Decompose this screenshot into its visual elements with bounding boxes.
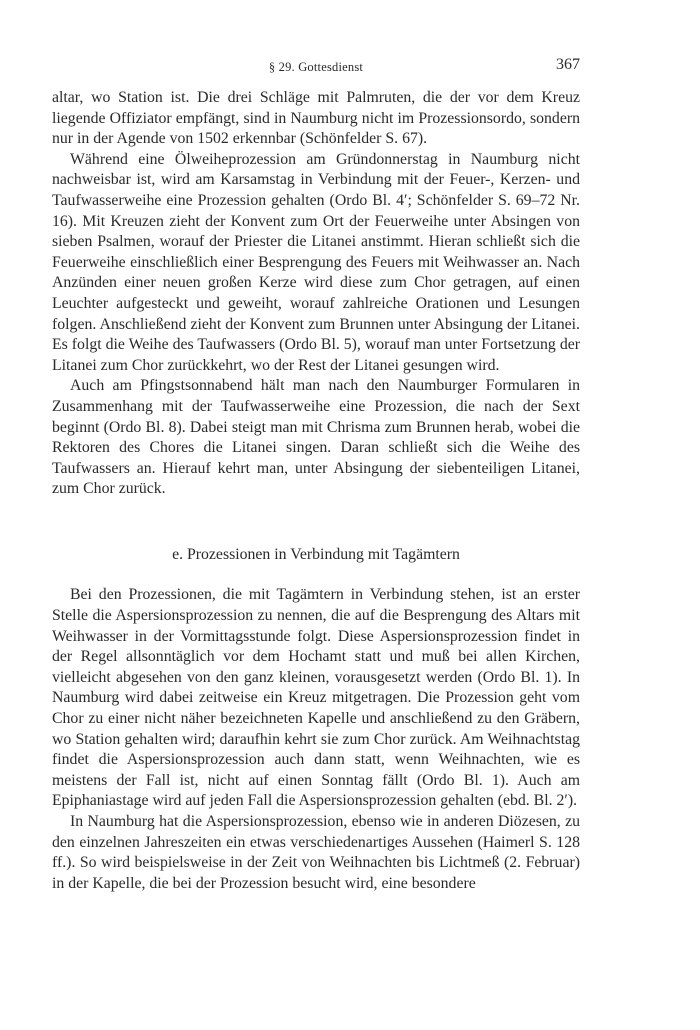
section-heading: e. Prozessionen in Verbindung mit Tagämtern — [172, 545, 460, 563]
paragraph: Bei den Prozessionen, die mit Tagämtern in Verbindung stehen, ist an erster Stelle die Aspersionsprozession zu nennen, die auf die Besprengung des Altars mit Weihwasser in der Vormittagsstunde folgt. Diese Aspersionsprozession findet in der Regel allsonntäglich vor dem Hochamt statt und muß bei allen Kirchen, vielleicht abgesehen von den ganz kleinen, vorausgesetzt werden (Ordo Bl. 1). In Naumburg wird dabei zeitweise ein Kreuz mitgetragen. Die Prozession geht vom Chor zu einer nicht näher bezeichneten Kapelle und anschließend zu den Gräbern, wo Station gehalten wird; daraufhin kehrt sie zum Chor zurück. Am Weihnachtstag findet die Aspersionsprozession auch dann statt, wenn Weihnachten, wie es meistens der Fall ist, nicht auf einen Sonntag fällt (Ordo Bl. 1). Auch am Epiphaniastage wird auf jeden Fall die Aspersionsprozession gehalten (ebd. Bl. 2′). — [52, 586, 580, 810]
book-page — [52, 56, 580, 894]
body-text-before — [52, 88, 580, 500]
paragraph: In Naumburg hat die Aspersionsprozession, ebenso wie in anderen Diözesen, zu den einzelnen Jahreszeiten ein etwas verschiedenartiges Aussehen (Haimerl S. 128 ff.). So wird beispielsweise in der Zeit von Weihnachten bis Lichtmeß (2. Februar) in der Kapelle, die bei der Prozession besucht wird, eine besondere — [52, 813, 580, 892]
paragraph: altar, wo Station ist. Die drei Schläge mit Palmruten, die der vor dem Kreuz liegende Offiziator empfängt, sind in Naumburg nicht im Prozessionsordo, sondern nur in der Agende von 1502 erkennbar (Schönfelder S. 67). — [52, 89, 580, 148]
running-title: § 29. Gottesdienst — [268, 60, 364, 74]
paragraph: Während eine Ölweiheprozession am Gründonnerstag in Naumburg nicht nachweisbar ist, wird am Karsamstag in Verbindung mit der Feuer-, Kerzen- und Taufwasserweihe eine Prozession gehalten (Ordo Bl. 4′; Schönfelder S. 69–72 Nr. 16). Mit Kreuzen zieht der Konvent zum Ort der Feuerweihe unter Absingen von sieben Psalmen, worauf der Priester die Litanei anstimmt. Hieran schließt sich die Feuerweihe einschließlich einer Besprengung des Feuers mit Weihwasser an. Nach Anzünden einer neuen großen Kerze wird diese zum Chor getragen, auf einen Leuchter aufgesteckt und geweiht, worauf zahlreiche Orationen und Lesungen folgen. Anschließend zieht der Konvent zum Brunnen unter Absingung der Litanei. Es folgt die Weihe des Taufwassers (Ordo Bl. 5), worauf man unter Fortsetzung der Litanei zum Chor zurückkehrt, wo der Rest der Litanei gesungen wird. — [52, 150, 580, 374]
paragraph: Auch am Pfingstsonnabend hält man nach den Naumburger Formularen in Zusammenhang mit der Taufwasserweihe eine Prozession, die nach der Sext beginnt (Ordo Bl. 8). Dabei steigt man mit Chrisma zum Brunnen herab, wobei die Rektoren des Chores die Litanei singen. Daran schließt sich die Weihe des Taufwassers an. Hierauf kehrt man, unter Absingung der siebenteiligen Litanei, zum Chor zurück. — [52, 377, 580, 498]
page-number: 367 — [556, 56, 580, 73]
body-text-after — [52, 585, 580, 894]
running-header — [52, 56, 580, 80]
